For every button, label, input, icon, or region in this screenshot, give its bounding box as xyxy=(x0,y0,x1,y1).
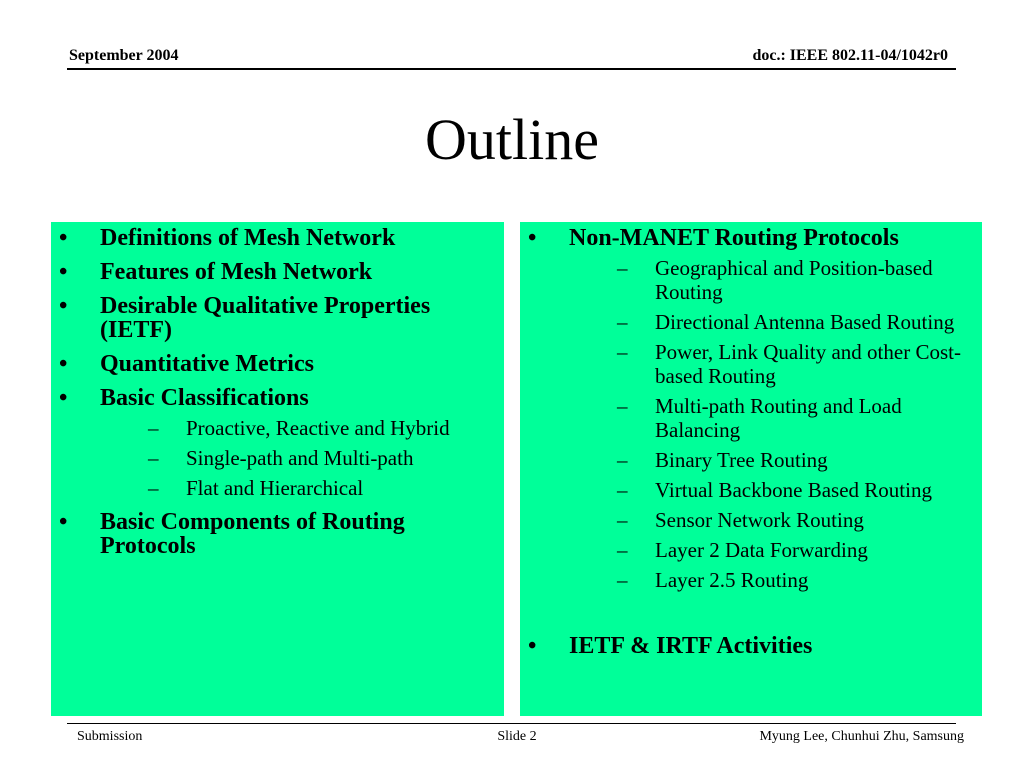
right-sub-bullet: – Layer 2 Data Forwarding xyxy=(569,538,974,562)
right-sub-bullet: – Sensor Network Routing xyxy=(569,508,974,532)
left-bullet-label: Basic Classifications xyxy=(100,385,309,411)
footer-authors: Myung Lee, Chunhui Zhu, Samsung xyxy=(759,729,964,744)
left-sub-bullet: – Proactive, Reactive and Hybrid xyxy=(100,416,496,440)
left-bullet: • Desirable Qualitative Properties (IETF) xyxy=(59,294,496,342)
footer-slide-number: Slide 2 xyxy=(497,729,537,744)
left-bullet: • Definitions of Mesh Network xyxy=(59,226,496,250)
right-sub-bullet: – Directional Antenna Based Routing xyxy=(569,310,974,334)
left-bullet-group xyxy=(59,386,496,500)
left-sub-list xyxy=(100,416,496,500)
right-bullet-list xyxy=(528,226,974,658)
right-sub-bullet: – Geographical and Position-based Routing xyxy=(569,256,974,304)
header-rule xyxy=(67,68,956,70)
right-sub-bullet: – Layer 2.5 Routing xyxy=(569,568,974,592)
right-sub-bullet: – Power, Link Quality and other Cost-based Routing xyxy=(569,340,974,388)
right-bullet-label: Non-MANET Routing Protocols xyxy=(569,225,899,251)
header-date: September 2004 xyxy=(69,47,179,64)
right-sub-bullet: – Binary Tree Routing xyxy=(569,448,974,472)
slide-title: Outline xyxy=(425,107,599,172)
left-sub-bullet: – Single-path and Multi-path xyxy=(100,446,496,470)
left-bullet: • Quantitative Metrics xyxy=(59,352,496,376)
left-bullet-list xyxy=(59,226,496,558)
left-panel xyxy=(51,222,504,716)
footer-rule xyxy=(67,723,956,724)
left-sub-bullet: – Flat and Hierarchical xyxy=(100,476,496,500)
right-panel xyxy=(520,222,982,716)
right-sub-bullet: – Multi-path Routing and Load Balancing xyxy=(569,394,974,442)
right-bullet-group xyxy=(528,226,974,592)
left-bullet: • Features of Mesh Network xyxy=(59,260,496,284)
header-doc-id: doc.: IEEE 802.11-04/1042r0 xyxy=(752,47,948,64)
right-sub-bullet: – Virtual Backbone Based Routing xyxy=(569,478,974,502)
spacer xyxy=(528,602,974,634)
right-bullet: • IETF & IRTF Activities xyxy=(528,634,974,658)
right-sub-list xyxy=(569,256,974,592)
footer-submission: Submission xyxy=(77,729,143,744)
left-bullet: • Basic Components of Routing Protocols xyxy=(59,510,496,558)
